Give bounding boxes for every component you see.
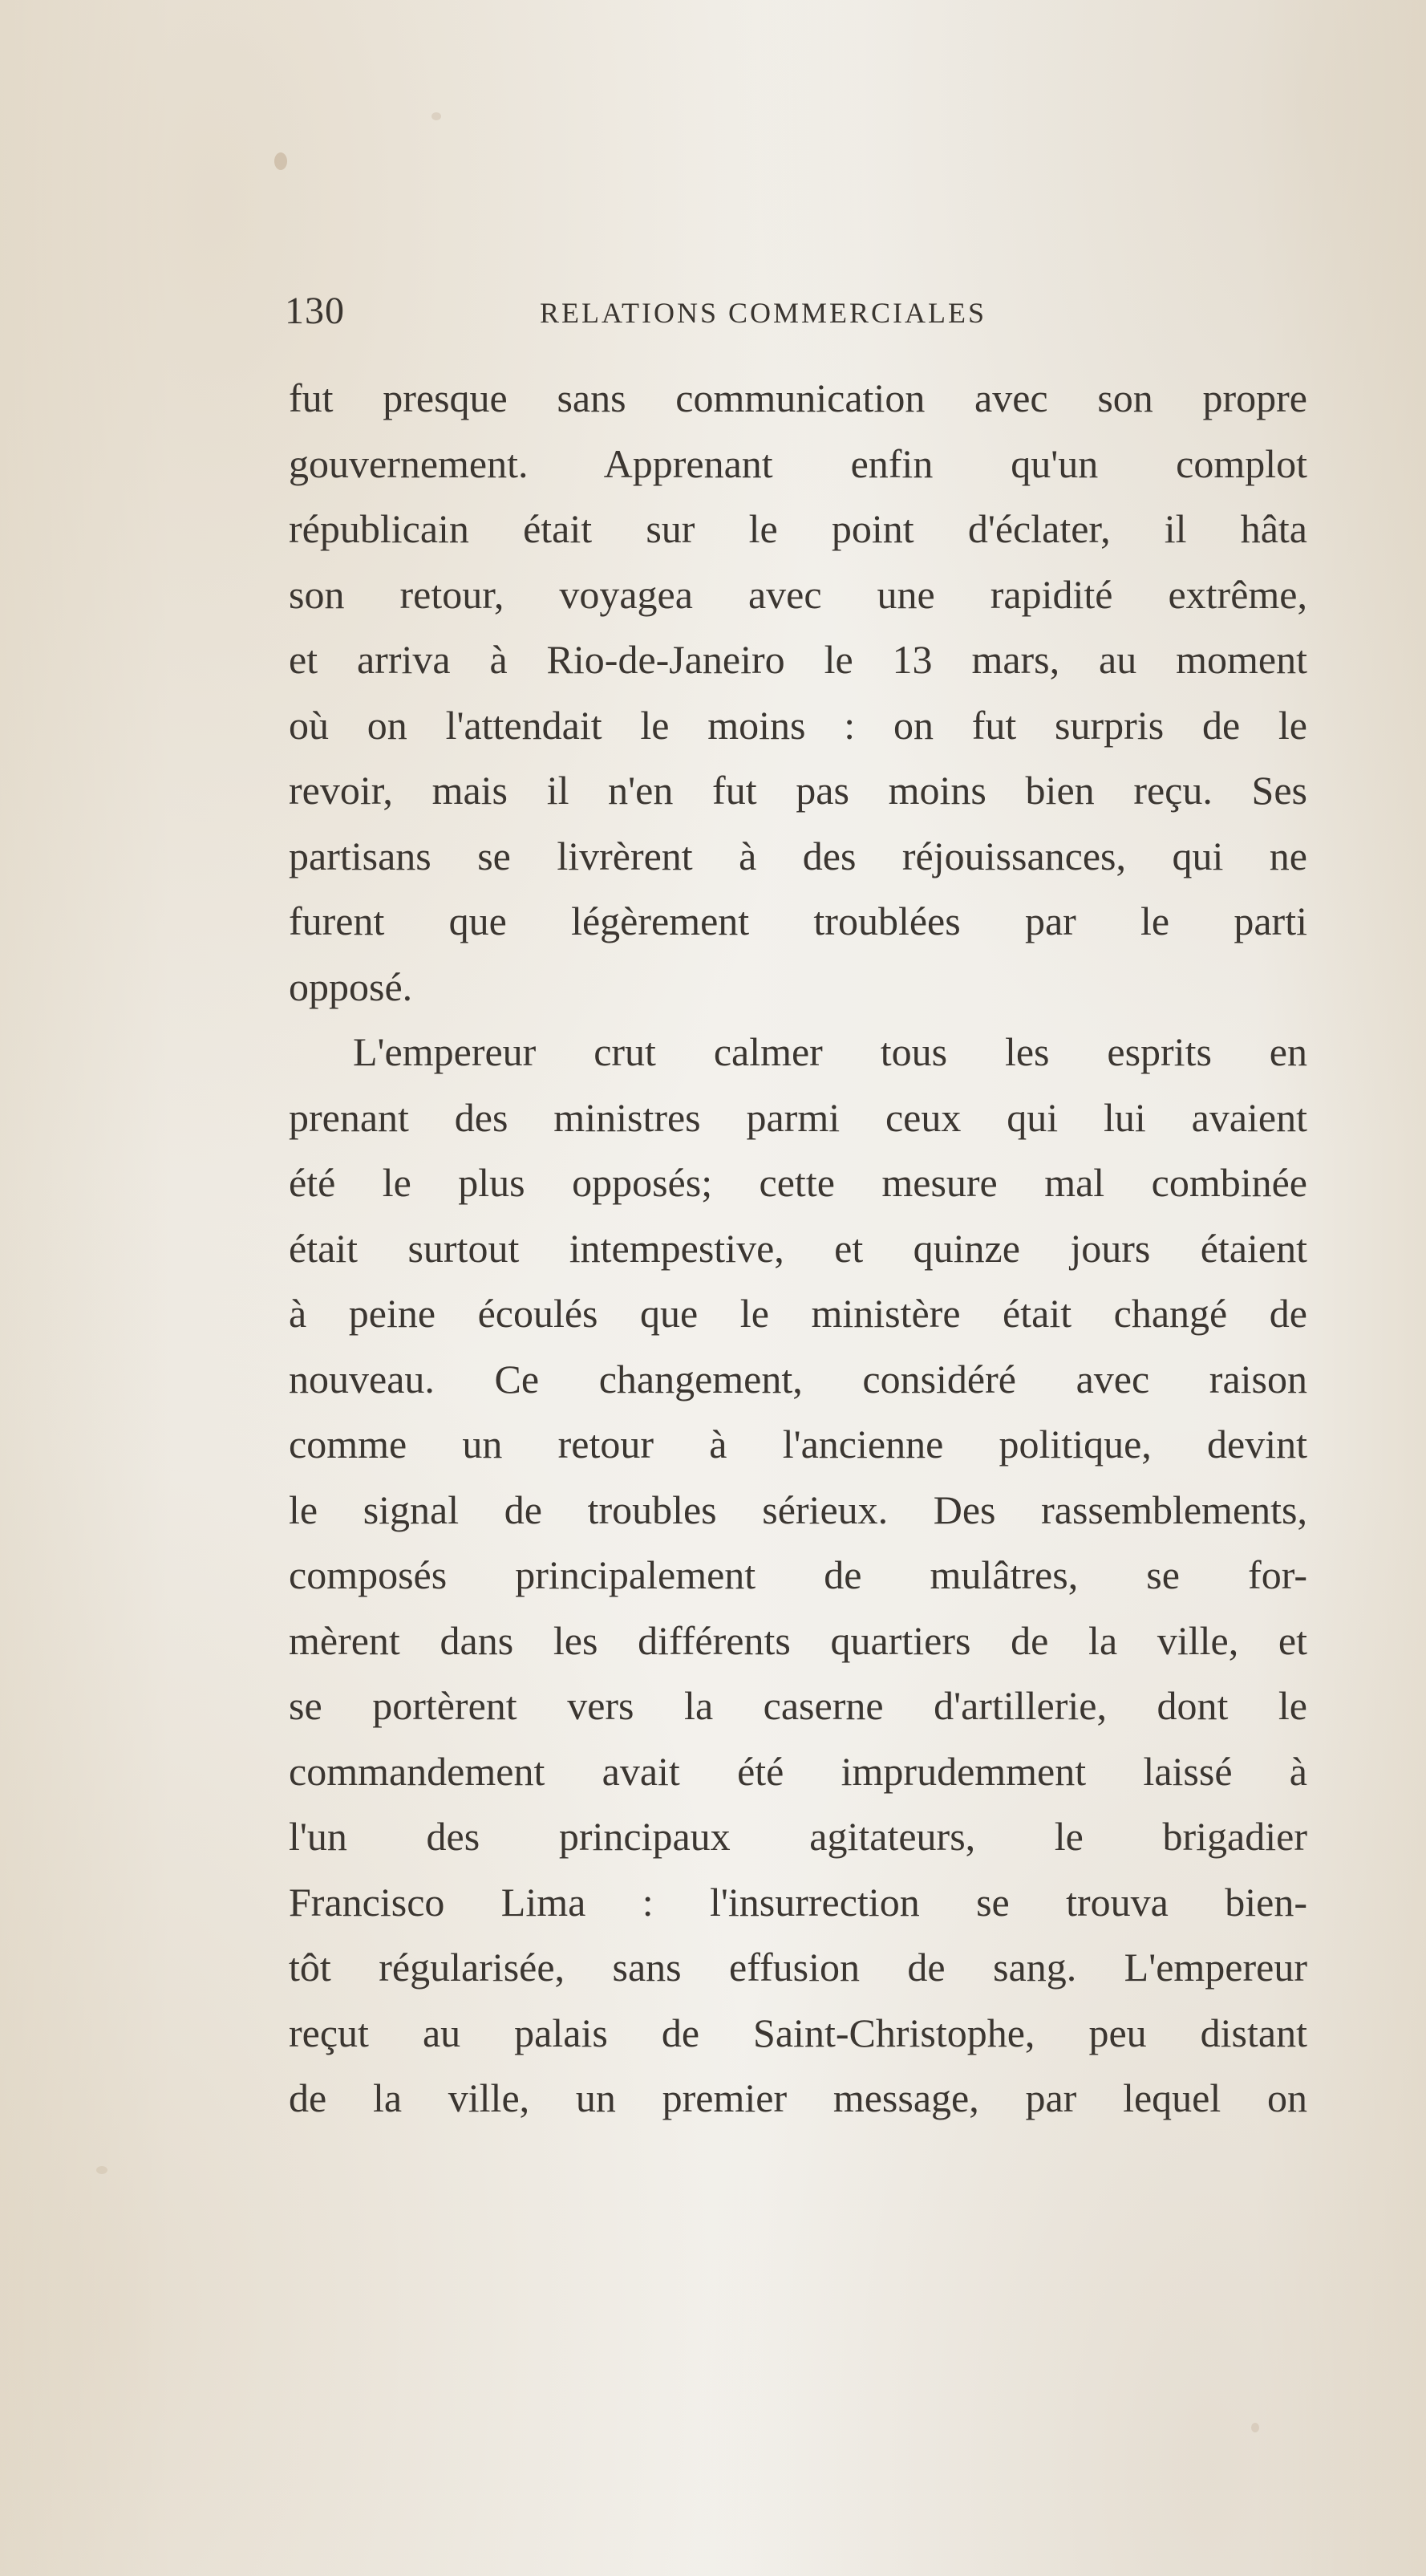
text-line: mèrent dans les différents quartiers de la ville, et: [289, 1617, 1307, 1663]
foxing-spot: [1251, 2423, 1259, 2432]
foxing-spot: [274, 152, 287, 170]
text-line: l'un des principaux agitateurs, le brigadier: [289, 1814, 1307, 1859]
running-head: RELATIONS COMMERCIALES: [540, 297, 987, 329]
text-line: commandement avait été imprudemment laissé à: [289, 1748, 1307, 1794]
text-line: Francisco Lima : l'insurrection se trouva bien-: [289, 1879, 1307, 1925]
page-number: 130: [285, 290, 345, 332]
foxing-spot: [96, 2166, 107, 2174]
page-header: [285, 287, 1311, 335]
text-line: composés principalement de mulâtres, se for-: [289, 1552, 1307, 1597]
text-line: républicain était sur le point d'éclater, il hâta: [289, 506, 1307, 551]
text-line: où on l'attendait le moins : on fut surpris de le: [289, 702, 1307, 748]
text-line: fut presque sans communication avec son propre: [289, 375, 1307, 420]
text-line: reçut au palais de Saint-Christophe, peu distant: [289, 2010, 1307, 2055]
text-line: L'empereur crut calmer tous les esprits en: [353, 1029, 1307, 1074]
text-line: furent que légèrement troublées par le parti: [289, 899, 1307, 943]
text-line: prenant des ministres parmi ceux qui lui avaient: [289, 1094, 1307, 1140]
text-line: gouvernement. Apprenant enfin qu'un complot: [289, 440, 1307, 486]
text-line: opposé.: [289, 963, 413, 1009]
text-line: partisans se livrèrent à des réjouissances, qui ne: [289, 833, 1307, 878]
text-line: de la ville, un premier message, par lequel on: [289, 2075, 1307, 2120]
text-line: nouveau. Ce changement, considéré avec raison: [289, 1356, 1307, 1402]
text-line: son retour, voyagea avec une rapidité extrême,: [289, 571, 1307, 617]
text-line: le signal de troubles sérieux. Des rassemblements,: [289, 1487, 1307, 1532]
text-line: tôt régularisée, sans effusion de sang. L'empereur: [289, 1945, 1307, 1990]
text-line: revoir, mais il n'en fut pas moins bien reçu. Ses: [289, 768, 1307, 813]
foxing-spot: [431, 112, 441, 120]
text-line: se portèrent vers la caserne d'artillerie, dont le: [289, 1683, 1307, 1728]
text-line: comme un retour à l'ancienne politique, devint: [289, 1422, 1307, 1466]
text-line: à peine écoulés que le ministère était changé de: [289, 1291, 1307, 1336]
text-line: et arriva à Rio-de-Janeiro le 13 mars, au moment: [289, 637, 1307, 682]
body-text: [289, 366, 1307, 2132]
text-line: été le plus opposés; cette mesure mal combinée: [289, 1160, 1307, 1205]
text-line: était surtout intempestive, et quinze jours étaient: [289, 1225, 1307, 1271]
